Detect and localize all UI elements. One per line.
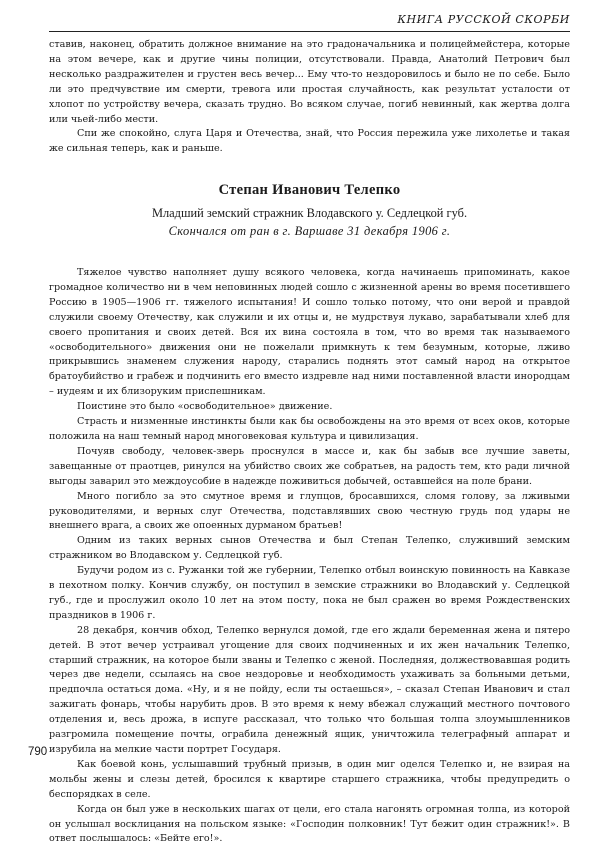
- paragraph: Много погибло за это смутное время и глупцов, бросавшихся, сломя голову, за лживыми руководителями, и верных слуг Отечества, подставлявших свою честную грудь под удары не внешнего врага, а своих же опоенных дурманом братьев!: [49, 490, 570, 532]
- paragraph: Спи же спокойно, слуга Царя и Отечества, знай, что Россия пережила уже лихолетье и такая же сильная теперь, как и раньше.: [49, 128, 570, 155]
- article-title: Степан Иванович Телепко: [218, 182, 401, 198]
- article-position: Младший земский стражник Влодавского у. Седлецкой губ.: [151, 206, 468, 220]
- paragraph: Когда он был уже в нескольких шагах от цели, его стала нагонять огромная толпа, из которой он услышал восклицания на польском языке: «Господин полковник! Тут бежит один стражник!». В ответ послышалось: «Бейте его!».: [49, 803, 570, 845]
- paragraph: ставив, наконец, обратить должное внимание на это градоначальника и полицеймейстера, которые на этом вечере, как и другие чины полиции, отсутствовали. Правда, Анатолий Петрович был несколько раздражителен и грустен весь вечер... Ему что-то нездоровилось и было не по себе. Было ли это предчувствие им смерти, тревога или простая случайность, как результат усталости от хлопот по устройству вечера, сказать трудно. Во всяком случае, погиб невинный, как жертва долга или чьей-либо мести.: [49, 39, 570, 125]
- paragraph: 28 декабря, кончив обход, Телепко вернулся домой, где его ждали беременная жена и пятеро детей. В этот вечер устраивал угощение для своих подчиненных и их жен начальник Телепко, старший стражник, на которое были званы и Телепко с женой. Последняя, должествовавшая родить через две недели, ссылаясь на свое нездоровье и необходимость ухаживать за больными детьми, предпочла остаться дома. «Ну, и я не пойду, если ты остаешься», – сказал Степан Иванович и стал зажигать фонарь, чтобы нарубить дров. В это время к нему вбежал служащий местного почтового отделения и, весь дрожа, в испуге рассказал, что только что большая толпа злоумышленников разгромила помещение почты, ограбила денежный ящик, уничтожила телеграфный аппарат и изрубила на мелкие части портрет Государя.: [49, 624, 570, 755]
- previous-article-ending: [49, 38, 570, 157]
- page-number: 790: [28, 746, 48, 758]
- paragraph: Тяжелое чувство наполняет душу всякого человека, когда начинаешь припоминать, какое громадное количество ни в чем неповинных людей сошло с жизненной арены во время посетившего Россию в 1905—1906 гг. тяжелого испытания! И сошло только потому, что они верой и правдой служили своему Отечеству, как служили и их отцы и, не мудрствуя лукаво, зарабатывали хлеб для своего пропитания и своих детей. Вся их вина состояла в том, что во время так называемого «освободительного» движения они не пожелали примкнуть к тем безумным, которые, лживо прикрывшись знаменем служения народу, старались поднять этот самый народ на открытое братоубийство и грабеж и подчинить его вместо издревле над ними поставленной власти инородцам – иудеям и их близоруким приспешникам.: [49, 267, 570, 398]
- running-header: КНИГА РУССКОЙ СКОРБИ: [397, 13, 570, 26]
- paragraph: Как боевой конь, услышавший трубный призыв, в один миг оделся Телепко и, не взирая на мольбы жены и слезы детей, бросился к квартире старшего стражника, чтобы предупредить о беспорядках в селе.: [49, 758, 570, 800]
- paragraph: Почуяв свободу, человек-зверь проснулся в массе и, как бы забыв все лучшие заветы, завещанные от праотцев, ринулся на убийство своих же собратьев, на радость тем, кто ради личной выгоды заварил это междоусобие в надежде поживиться добычей, оставшейся на поле брани.: [49, 445, 570, 487]
- paragraph: Будучи родом из с. Ружанки той же губернии, Телепко отбыл воинскую повинность на Кавказе в пехотном полку. Кончив службу, он поступил в земские стражники во Влодавский у. Седлецкой губ., где и прослужил около 10 лет на этом посту, пока не был сражен во время Рождественских праздников в 1906 г.: [49, 565, 570, 621]
- paragraph: Страсть и низменные инстинкты были как бы освобождены на это время от всех оков, которые положила на наш темный народ многовековая культура и цивилизация.: [49, 416, 570, 442]
- article-death-note: Скончался от ран в г. Варшаве 31 декабря 1906 г.: [168, 224, 451, 238]
- header-rule: [49, 31, 570, 32]
- paragraph: Поистине это было «освободительное» движение.: [77, 401, 333, 413]
- paragraph: Одним из таких верных сынов Отечества и был Степан Телепко, служивший земским стражником во Влодавском у. Седлецкой губ.: [49, 535, 570, 562]
- article-body: [49, 266, 570, 847]
